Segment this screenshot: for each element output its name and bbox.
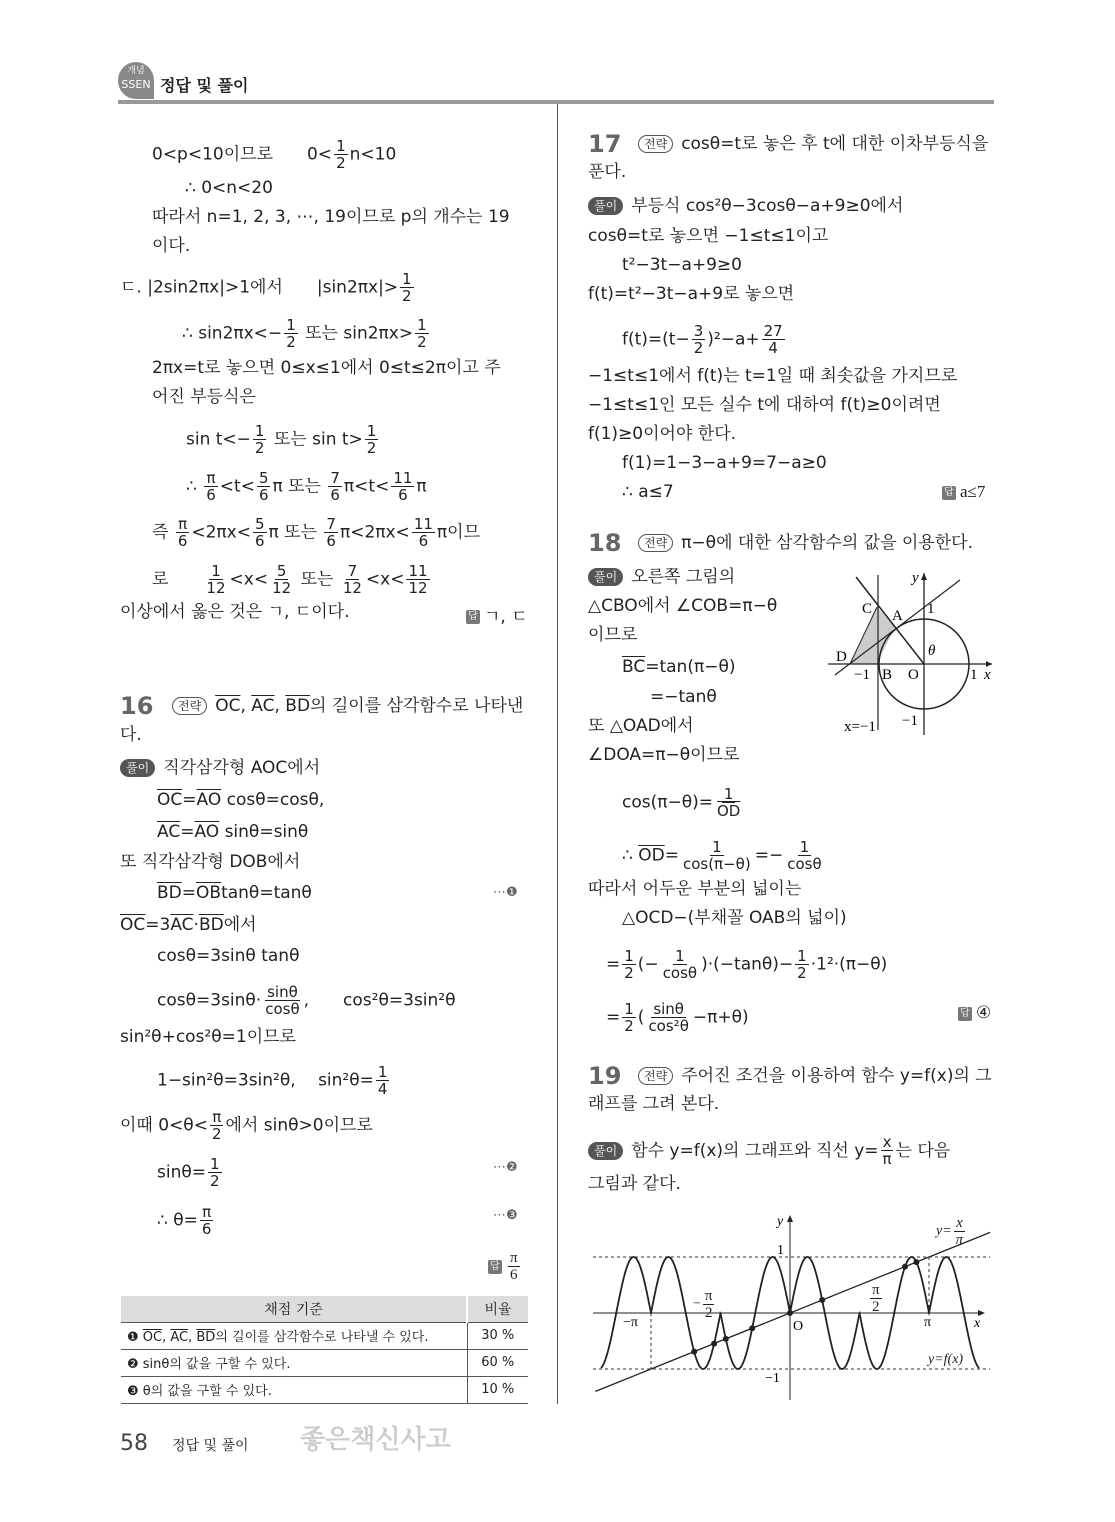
ratio-cell: 60 % [481,1355,515,1370]
text-line: $\overline{BD}=\overline{OB}\tan\theta=\tan\theta$ [157,883,312,903]
text-line: cosθ=3sinθ· $\frac{\sin\theta}{\cos\theta}$ , cos²θ=3sin²θ [157,983,456,1018]
column-divider [557,104,558,1404]
text-line: 또 △OAD에서 [588,716,694,736]
label-curve: y=f(x) [928,1352,964,1367]
intersection-point [913,1259,919,1265]
label-1: 1 [777,1243,784,1258]
text-line: f(t)=t²−3t−a+9로 놓으면 [588,284,795,304]
text-line: −1≤t≤1인 모든 실수 t에 대하여 f(t)≥0이려면 [588,395,941,415]
text-line: ∴ a≤7 [622,482,674,502]
answer-16 [488,1250,522,1283]
strategy-badge: 전략 [638,534,673,552]
logo-bottom-text: SSEN [121,78,151,91]
problem-number-17: 17 [588,130,622,158]
label-O: O [908,667,919,683]
intersection-point [691,1349,697,1355]
intersection-point [787,1310,793,1316]
strategy-17-cont: 푼다. [588,162,627,182]
text-line: =−tanθ [650,687,717,707]
strategy-18-text: π−θ에 대한 삼각함수의 값을 이용한다. [681,533,973,553]
y-arrow-icon [787,1215,793,1222]
tangent-line [835,580,960,675]
criterion-cell: ❷ sinθ의 값을 구할 수 있다. [121,1349,467,1376]
intersection-point [902,1264,908,1270]
label-line: y= $\frac{x}{\pi}$ [936,1215,964,1248]
strategy-17 [638,132,988,156]
text-line: $\overline{OC}=3\overline{AC}\cdot\overline{BD}$에서 [120,915,257,935]
label-half-pi: $\frac{\pi}{2}$ [872,1282,880,1315]
function-graph [585,1205,995,1405]
solution-badge: 풀이 [588,568,623,586]
problem-number-19: 19 [588,1062,622,1090]
text-line: sinθ= $\frac{1}{2}$ [157,1155,220,1190]
text-line: 이상에서 옳은 것은 ㄱ, ㄷ이다. [120,602,350,622]
answer-18-value: ④ [976,1003,992,1022]
answer-icon: 답 [958,1007,972,1021]
solution-19-text: 함수 y=f(x)의 그래프와 직선 y= $\frac{x}{\pi}$ 는 다음 [631,1133,951,1168]
strategy-badge: 전략 [172,697,207,715]
table-header: 채점 기준 [121,1296,467,1322]
text-line: 따라서 n=1, 2, 3, ⋯, 19이므로 p의 개수는 19 [152,207,510,227]
strategy-17-text: cosθ=t로 놓은 후 t에 대한 이차부등식을 [681,134,989,154]
scoring-table [121,1296,528,1404]
table-row [121,1349,528,1376]
intersection-point [723,1336,729,1342]
solution-badge: 풀이 [588,197,623,215]
strategy-19-cont: 래프를 그려 본다. [588,1094,720,1114]
strategy-19 [638,1064,992,1088]
label-C: C [862,601,873,617]
intersection-point [711,1341,717,1347]
criterion-cell: ❶ $\overline{OC}$, $\overline{AC}$, $\overline{BD}$의 길이를 삼각함수로 나타낼 수 있다. [121,1322,467,1349]
text-line: $\overline{OC}=\overline{AO}$ cosθ=cosθ, [157,790,325,810]
strategy-18 [638,531,973,555]
solution-17-text: 부등식 cos²θ−3cosθ−a+9≥0에서 [631,196,904,216]
text-line: = $\frac{1}{2}$ ( $\frac{\sin\theta}{\text{cos²θ}}$ −π+θ) [606,1000,749,1035]
intersection-point [819,1297,825,1303]
label-y-axis: y [912,570,919,586]
table-header-row [121,1296,528,1322]
text-line: sin²θ+cos²θ=1이므로 [120,1027,296,1047]
page-number: 58 [120,1431,148,1456]
text-line: 즉 $\frac{\pi}{6}$ <2πx< $\frac{5}{6}$ π 또는 $\frac{7}{6}$ π<2πx< $\frac{11}{6}$ π이므 [152,515,480,550]
strategy-16-cont: 다. [120,725,142,745]
answer-17-value: a≤7 [960,482,986,501]
unit-circle-figure [820,565,1000,740]
text-line: 이므로 [588,625,638,645]
ratio-cell: 10 % [481,1382,515,1397]
label-1-y: 1 [927,601,935,617]
label-x-axis: x [984,667,991,683]
header-title: 정답 및 풀이 [160,76,249,95]
strategy-19-text: 주어진 조건을 이용하여 함수 y=f(x)의 그 [681,1066,992,1086]
answer-icon: 답 [466,610,480,624]
text-line: f(t)=(t− $\frac{3}{2}$ )²−a+ $\frac{27}{4}$ [622,322,783,357]
text-line: cosθ=t로 놓으면 −1≤t≤1이고 [588,226,829,246]
logo [118,62,154,99]
solution-18-text: 오른쪽 그림의 [631,567,736,587]
label-line-x-neg1: x=−1 [844,719,876,735]
text-line: 또 직각삼각형 DOB에서 [120,852,301,872]
solution-badge: 풀이 [120,759,155,777]
strategy-16-text: $\overline{OC}$, $\overline{AC}$, $\overline{BD}$의 길이를 삼각함수로 나타낸 [215,696,524,716]
text-line: 어진 부등식은 [152,387,256,407]
text-line: ∠DOA=π−θ이므로 [588,745,740,765]
answer-15-value: ㄱ, ㄷ [484,607,528,627]
text-line: t²−3t−a+9≥0 [622,255,742,275]
problem-number-18: 18 [588,529,622,557]
watermark: 좋은책신사고 [300,1425,451,1455]
label-neg1-y: −1 [902,713,918,729]
answer-16-value: $\frac{\pi}{6}$ [510,1250,518,1283]
text-line: 그림과 같다. [588,1174,681,1194]
text-line: cosθ=3sinθ tanθ [157,946,300,966]
label-y: y [777,1214,784,1229]
step-marker-1: ⋯❶ [493,885,518,900]
text-line: ∴ $\frac{\pi}{6}$ <t< $\frac{5}{6}$ π 또는 $\frac{7}{6}$ π<t< $\frac{11}{6}$ π [186,469,427,504]
text-line: ∴ 0<n<20 [185,178,273,198]
text-line: 따라서 어두운 부분의 넓이는 [588,879,802,899]
table-header: 비율 [467,1296,528,1322]
ratio-cell: 30 % [481,1328,515,1343]
problem-number-16: 16 [120,692,154,720]
answer-17 [942,482,985,502]
table-row [121,1376,528,1403]
text-line: $\overline{AC}=\overline{AO}$ sinθ=sinθ [157,822,309,842]
text-line: = $\frac{1}{2}$ (− $\frac{1}{\cos\theta}$ )·(−tanθ)− $\frac{1}{2}$ ·1²·(π−θ) [606,947,888,982]
label-pi: π [924,1315,932,1330]
label-origin: O [793,1319,804,1334]
text-line: 2πx=t로 놓으면 0≤x≤1에서 0≤t≤2π이고 주 [152,358,501,378]
intersection-point [749,1325,755,1331]
solution-badge: 풀이 [588,1142,623,1160]
label-1-x: 1 [970,667,978,683]
strategy-badge: 전략 [638,135,673,153]
text-line: ∴ sin2πx<− $\frac{1}{2}$ 또는 sin2πx> $\frac{1}{2}$ [182,316,427,351]
answer-15 [466,602,528,627]
solution-17 [588,194,903,218]
y-arrow-icon [921,573,927,580]
answer-icon: 답 [488,1260,502,1274]
step-marker-2: ⋯❷ [493,1160,518,1175]
logo-top-text: 개념 [127,66,145,76]
header-rule [118,100,994,104]
label-D: D [836,649,847,665]
text-line: ㄷ. |2sin2πx|>1에서 |sin2πx|> $\frac{1}{2}$ [120,270,412,305]
text-line: f(1)≥0이어야 한다. [588,424,737,444]
label-neg-half-pi: − $\frac{\pi}{2}$ [693,1288,713,1321]
label-B: B [882,667,893,683]
strategy-badge: 전략 [638,1067,673,1085]
label-x: x [974,1316,981,1331]
text-line: sin t<− $\frac{1}{2}$ 또는 sin t> $\frac{1}{2}$ [186,422,377,457]
answer-icon: 답 [942,486,956,500]
text-line: △OCD−(부채꼴 OAB의 넓이) [622,908,847,928]
text-line: 이때 0<θ< $\frac{\pi}{2}$ 에서 sinθ>0이므로 [120,1108,373,1143]
criterion-cell: ❸ θ의 값을 구할 수 있다. [121,1376,467,1403]
text-line: △CBO에서 ∠COB=π−θ [588,596,778,616]
label-theta: θ [928,643,936,659]
strategy-16 [172,694,523,718]
text-line: 1−sin²θ=3sin²θ, sin²θ= $\frac{1}{4}$ [157,1063,388,1098]
label-neg1: −1 [765,1371,780,1386]
label-A: A [892,608,903,624]
footer-title: 정답 및 풀이 [172,1438,249,1454]
text-line: 0<p<10이므로 0< $\frac{1}{2}$ n<10 [152,137,397,172]
text-line: ∴ θ= $\frac{\pi}{6}$ [157,1203,212,1238]
label-neg-pi: −π [623,1315,638,1330]
answer-18 [958,1003,991,1023]
step-marker-3: ⋯❸ [493,1208,518,1223]
text-line: −1≤t≤1에서 f(t)는 t=1일 때 최솟값을 가지므로 [588,366,958,386]
text-line: 이다. [152,236,191,256]
solution-16-text: 직각삼각형 AOC에서 [163,758,321,778]
text-line: ∴ $\overline{OD}=$ $\frac{1}{\cos(\pi-\theta)}$ =− $\frac{1}{\cos\theta}$ [622,838,822,873]
table-row [121,1322,528,1349]
solution-19 [588,1134,950,1167]
label-neg1-x: −1 [854,667,870,683]
text-line: 로 $\frac{1}{12}$ <x< $\frac{5}{12}$ 또는 $\frac{7}{12}$ <x< $\frac{11}{12}$ [152,562,428,597]
text-line: $\overline{BC}=\tan(\pi-\theta)$ [622,657,736,677]
solution-16 [120,756,320,780]
text-line: f(1)=1−3−a+9=7−a≥0 [622,453,827,473]
text-line: cos(π−θ)= $\frac{1}{OD}$ [622,785,741,820]
solution-18 [588,565,735,589]
